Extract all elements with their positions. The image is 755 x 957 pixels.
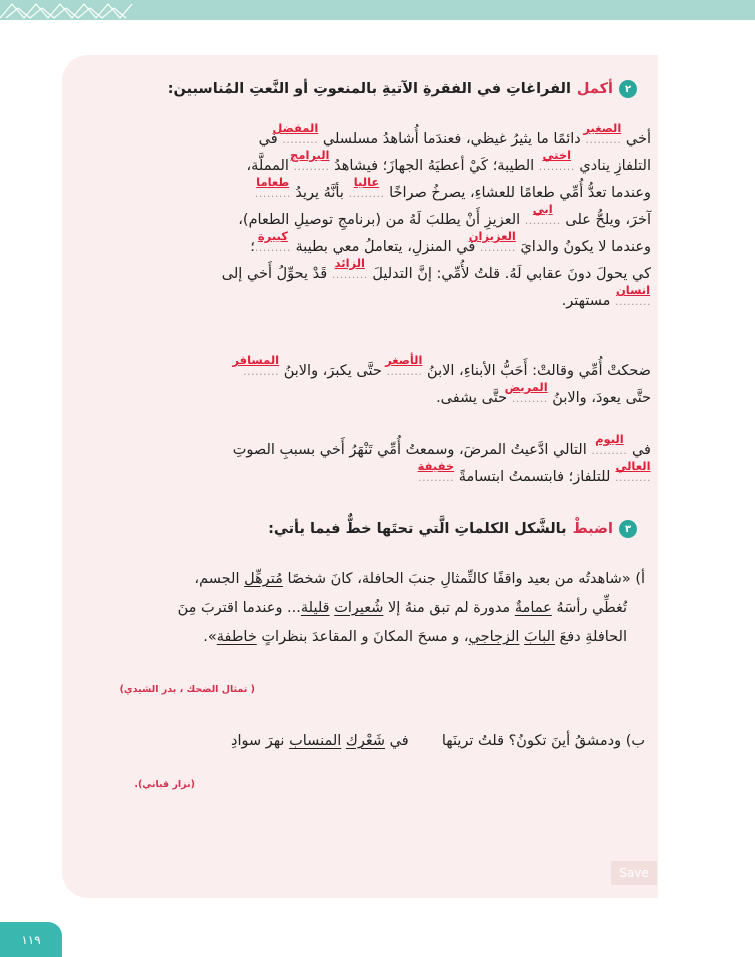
item-a	[105, 565, 645, 652]
text: وعندما لا يكونُ والدايَ	[515, 239, 651, 255]
underlined-word: شُعيرات	[334, 600, 384, 616]
answer-blank[interactable]: ......... كبيرة	[255, 234, 291, 261]
answer-text: كبيرة	[257, 229, 288, 243]
text: المملَّة،	[246, 158, 294, 174]
answer-blank[interactable]: ......... انسان	[615, 288, 651, 315]
text: للتلفاز؛ فابتسمتُ ابتسامةً	[454, 469, 616, 485]
citation-b: (نزار قباني).	[134, 779, 195, 790]
text: في	[385, 733, 409, 749]
answer-text: المريض	[504, 380, 548, 394]
answer-text: العالي	[615, 459, 651, 473]
answer-text: اليوم	[595, 432, 624, 446]
text: آخرَ، ويلحُّ على	[560, 212, 651, 228]
text: نهرَ سوادِ	[231, 733, 290, 749]
text: ضحكتْ أُمِّي وقالتْ: أَحَبُّ الأبناءِ، الابنُ	[422, 363, 651, 379]
answer-blank[interactable]: ......... عاليا	[349, 180, 385, 207]
text-line	[131, 283, 651, 315]
question-2-heading	[168, 80, 637, 98]
text: حتَّى يكبرَ، والابنُ	[279, 363, 387, 379]
underlined-word: مُترهِّل	[244, 571, 283, 587]
item-b-label: ب)	[625, 733, 645, 749]
text-line	[105, 594, 627, 623]
answer-blank[interactable]: ......... المريض	[512, 385, 548, 412]
underlined-word: المنساب	[289, 733, 342, 749]
underlined-word: خاطفة	[216, 629, 257, 645]
text: وعندما تعدُّ أُمِّي طعامًا للعشاءِ، يصرخُ صراخًا	[384, 185, 651, 201]
text: حتَّى يشفى.	[436, 390, 512, 406]
item-b	[105, 728, 645, 755]
text-line	[131, 353, 651, 385]
answer-blank[interactable]: ......... البرامج	[294, 153, 330, 180]
answer-text: طعاما	[256, 175, 290, 189]
text: ؛	[250, 239, 255, 255]
underlined-word: عمامةٌ	[514, 600, 552, 616]
answer-text: انسان	[615, 283, 651, 297]
text-line	[131, 148, 651, 180]
answer-text: خفيفة	[417, 459, 455, 473]
text: الحافلةِ دفعَ	[554, 629, 627, 645]
answer-text: العزيزان	[468, 229, 516, 243]
answer-text: المسافر	[232, 353, 280, 367]
text-line	[131, 380, 651, 412]
text: مستهتر.	[561, 293, 616, 309]
answer-text: عاليا	[353, 175, 380, 189]
answer-blank[interactable]: ......... اختي	[539, 153, 575, 180]
answer-blank[interactable]: ......... اليوم	[591, 437, 627, 464]
page-number: ١١٩	[0, 922, 62, 957]
answer-blank[interactable]: ......... العزيزان	[480, 234, 516, 261]
underlined-word: قليلة	[300, 600, 330, 616]
answer-text: البرامج	[290, 148, 330, 162]
text: ... وعندما اقتربَ مِنَ	[177, 600, 301, 616]
question-3-number: ٣	[619, 520, 637, 538]
text: مدورة لم تبق منهُ إلا	[383, 600, 515, 616]
answer-text: الزائد	[334, 256, 365, 270]
text-line	[131, 459, 651, 491]
text: ».	[203, 629, 217, 645]
question-3-heading	[268, 520, 637, 538]
top-decorative-band	[0, 0, 755, 20]
answer-blank[interactable]: ......... المفضل	[282, 126, 318, 153]
question-2-verb: أكمل	[576, 81, 613, 97]
question-2-number: ٢	[619, 80, 637, 98]
pattern-icon	[0, 0, 140, 20]
text: في	[627, 442, 651, 458]
answer-text: ابي	[532, 202, 553, 216]
paragraph-1	[131, 121, 651, 315]
text: كي يحولَ دونَ عقابي لَهُ. قلتُ لأُمِّي: إنَّ التدليلَ	[367, 266, 651, 282]
answer-blank[interactable]: ......... الصغير	[585, 126, 621, 153]
text-line	[105, 565, 645, 594]
answer-text: الأصغر	[385, 353, 423, 367]
answer-blank[interactable]: ......... العالي	[615, 464, 651, 491]
text: تُغطِّي رأسَهُ	[551, 600, 627, 616]
answer-blank[interactable]: ......... الزائد	[332, 261, 368, 288]
text: الجسم،	[194, 571, 245, 587]
text: بأنَّهُ يريدُ	[290, 185, 349, 201]
text: التالي ادَّعيتُ المرضَ، وسمعتُ أُمِّي تَنْهَرُ أَخي بسببِ الصوتِ	[232, 442, 592, 458]
underlined-word: الزجاجي	[468, 629, 520, 645]
answer-text: اختي	[542, 148, 572, 162]
text-line	[131, 432, 651, 464]
answer-blank[interactable]: ......... طعاما	[255, 180, 291, 207]
text-line	[131, 202, 651, 234]
answer-blank[interactable]: ......... خفيفة	[418, 464, 454, 491]
text: في	[258, 131, 283, 147]
answer-blank[interactable]: ......... ابي	[525, 207, 561, 234]
text: قَدْ يحوِّلُ أَخي إلى	[221, 266, 332, 282]
paragraph-2	[131, 353, 651, 412]
citation-a: ( تمثال الضحك ، بدر الشيدي)	[119, 684, 255, 695]
text: حتَّى يعودَ، والابنُ	[547, 390, 651, 406]
text: التلفازِ ينادي	[574, 158, 651, 174]
answer-blank[interactable]: ......... المسافر	[243, 358, 279, 385]
text: العزيزِ أَنْ يطلبَ لَهُ من (برنامجِ توصيلِ الطعام)،	[238, 212, 525, 228]
answer-text: المفضل	[272, 121, 319, 135]
underlined-word: البابَ	[524, 629, 555, 645]
text: ، و مسحَ المكانَ و المقاعدَ بنظراتٍ	[256, 629, 469, 645]
item-a-label: أ)	[635, 571, 645, 587]
question-3-title: بالشَّكل الكلماتِ الَّتي تحتَها خطٌّ فيما يأتي:	[268, 521, 567, 537]
text-line	[105, 623, 627, 652]
question-2-title: الفراغاتِ في الفقرةِ الآتيةِ بالمنعوتِ أو النَّعتِ المُناسبين:	[167, 81, 571, 97]
text: دائمًا ما يثيرُ غيظي، فعندَما أُشاهدُ مسلسلي	[318, 131, 586, 147]
text-line	[131, 229, 651, 261]
question-3-verb: اضبطْ	[572, 521, 613, 537]
answer-text: الصغير	[583, 121, 622, 135]
text: ودمشقُ أينَ تكونُ؟ قلتُ ترينَها	[441, 733, 622, 749]
underlined-word: شَعْرك	[345, 733, 386, 749]
text: أخي	[621, 131, 651, 147]
text: «شاهدتُه من بعيد واقفًا كالتِّمثالِ جنبَ الحافلة، كانَ شخصًا	[282, 571, 631, 587]
text: في المنزلِ، يتعاملُ معي بطيبة	[290, 239, 480, 255]
text-line	[131, 175, 651, 207]
text-line	[131, 256, 651, 288]
paragraph-3	[131, 432, 651, 491]
answer-blank[interactable]: ......... الأصغر	[386, 358, 422, 385]
save-button[interactable]: Save	[611, 861, 657, 885]
text: الطيبة؛ كَيْ أعطيَهُ الجهازَ؛ فيشاهدُ	[329, 158, 539, 174]
